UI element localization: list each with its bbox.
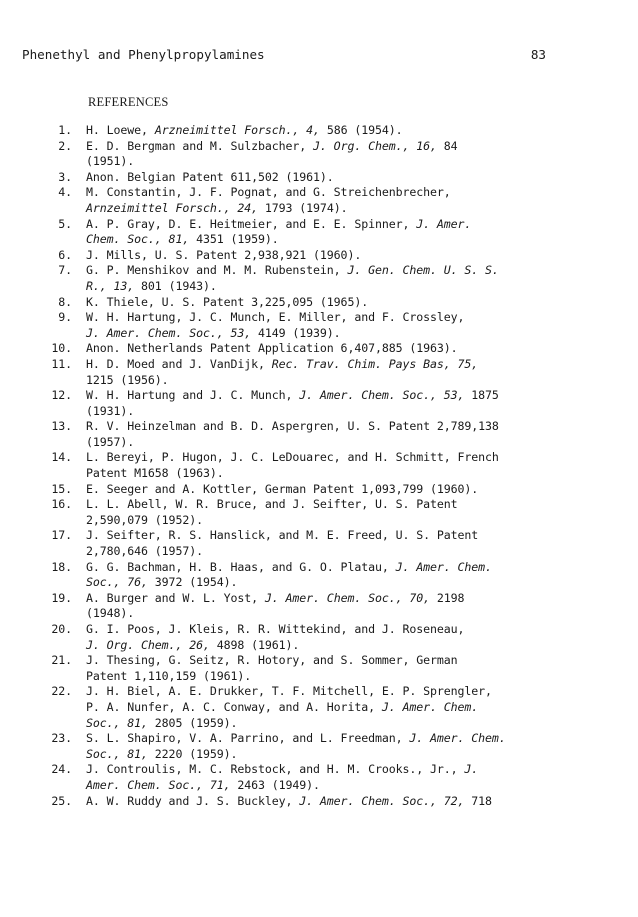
reference-line — [86, 528, 566, 544]
reference-line — [86, 544, 566, 560]
reference-number: 5. — [58, 216, 72, 231]
citation-italic: J. — [464, 762, 479, 777]
citation-segment: 4149 (1939). — [251, 325, 341, 340]
citation-segment: A. P. Gray, D. E. Heitmeier, and E. E. Spinner, — [86, 216, 417, 231]
citation-segment: 3972 (1954). — [147, 575, 238, 590]
citation-segment: 586 (1954). — [319, 123, 403, 137]
citation-segment: G. I. Poos, J. Kleis, R. R. Wittekind, and J. Roseneau, — [86, 622, 465, 636]
reference-text — [86, 217, 566, 248]
reference-text — [86, 139, 566, 170]
reference-item — [0, 450, 566, 481]
reference-item — [0, 185, 566, 216]
page-number: 83 — [530, 47, 546, 62]
reference-line — [86, 450, 566, 466]
reference-number: 17. — [51, 528, 72, 543]
reference-line — [86, 622, 566, 638]
citation-segment: 4898 (1961). — [209, 637, 300, 652]
reference-line — [86, 731, 566, 747]
reference-item — [0, 295, 566, 311]
reference-item — [0, 482, 566, 498]
reference-number: 23. — [51, 731, 72, 746]
reference-number: 20. — [51, 622, 72, 636]
citation-segment: 2198 — [430, 590, 465, 605]
reference-number: 21. — [51, 653, 72, 668]
reference-line — [86, 154, 566, 170]
reference-number: 1. — [58, 123, 72, 137]
citation-segment: 84 — [436, 138, 458, 153]
citation-segment: E. D. Bergman and M. Sulzbacher, — [86, 138, 314, 153]
citation-segment: G. P. Menshikov and M. M. Rubenstein, — [86, 263, 348, 278]
citation-segment: E. Seeger and A. Kottler, German Patent 1,093,799 (1960). — [86, 481, 479, 496]
reference-line — [86, 653, 566, 669]
citation-segment: J. Seifter, R. S. Hanslick, and M. E. Freed, U. S. Patent — [86, 528, 479, 543]
reference-text — [86, 248, 566, 264]
citation-segment: K. Thiele, U. S. Patent 3,225,095 (1965). — [86, 294, 369, 309]
reference-text — [86, 684, 566, 731]
reference-line — [86, 388, 566, 404]
citation-italic: J. Amer. Chem. — [381, 699, 479, 714]
running-title: Phenethyl and Phenylpropylamines — [22, 47, 265, 62]
reference-item — [0, 263, 566, 294]
reference-line — [86, 248, 566, 264]
citation-segment: S. L. Shapiro, V. A. Parrino, and L. Freedman, — [86, 731, 410, 746]
citation-segment: Anon. Netherlands Patent Application 6,407,885 (1963). — [86, 341, 458, 356]
reference-text — [86, 497, 566, 528]
reference-number: 10. — [51, 341, 72, 356]
reference-line — [86, 560, 566, 576]
citation-segment: W. H. Hartung, J. C. Munch, E. Miller, and F. Crossley, — [86, 310, 465, 325]
reference-text — [86, 762, 566, 793]
reference-line — [86, 201, 566, 217]
citation-segment: (1931). — [86, 403, 135, 418]
citation-segment: J. Thesing, G. Seitz, R. Hotory, and S. Sommer, German — [86, 653, 458, 668]
citation-segment: 1875 — [464, 388, 499, 403]
citation-italic: J. Amer. Chem. — [409, 731, 506, 746]
reference-list — [0, 123, 566, 809]
reference-item — [0, 357, 566, 388]
reference-line — [86, 606, 566, 622]
reference-line — [86, 482, 566, 498]
reference-item — [0, 497, 566, 528]
citation-italic: J. Amer. Chem. Soc., 72, — [299, 793, 465, 808]
reference-number: 2. — [58, 138, 72, 153]
reference-text — [86, 591, 566, 622]
reference-number: 22. — [51, 684, 72, 699]
reference-line — [86, 232, 566, 248]
reference-number: 9. — [58, 310, 72, 325]
citation-segment: L. L. Abell, W. R. Bruce, and J. Seifter, U. S. Patent — [86, 497, 458, 512]
reference-number: 19. — [51, 590, 72, 605]
citation-segment: 2,590,079 (1952). — [86, 512, 203, 527]
reference-text — [86, 263, 566, 294]
citation-italic: R., 13, — [86, 278, 135, 293]
reference-text — [86, 185, 566, 216]
reference-number: 18. — [51, 559, 72, 574]
reference-line — [86, 357, 566, 373]
reference-line — [86, 326, 566, 342]
reference-line — [86, 700, 566, 716]
reference-text — [86, 357, 566, 388]
citation-segment: 2220 (1959). — [147, 746, 238, 761]
reference-line — [86, 185, 566, 201]
reference-number: 6. — [58, 247, 72, 262]
citation-segment: L. Bereyi, P. Hugon, J. C. LeDouarec, and H. Schmitt, French — [86, 450, 499, 465]
reference-number: 16. — [51, 497, 72, 512]
citation-italic: Rec. Trav. Chim. Pays Bas, 75, — [271, 356, 479, 371]
reference-item — [0, 622, 566, 653]
citation-segment: (1951). — [86, 154, 135, 169]
reference-item — [0, 684, 566, 731]
reference-line — [86, 295, 566, 311]
citation-segment: A. Burger and W. L. Yost, — [86, 590, 265, 605]
reference-number: 14. — [51, 450, 72, 465]
citation-italic: Arnzeimittel Forsch., 24, — [86, 200, 259, 215]
reference-line — [86, 139, 566, 155]
citation-italic: J. Amer. — [416, 216, 472, 231]
citation-segment: H. Loewe, — [86, 123, 155, 137]
reference-line — [86, 310, 566, 326]
reference-item — [0, 419, 566, 450]
citation-segment: P. A. Nunfer, A. C. Conway, and A. Horita, — [86, 699, 382, 714]
reference-number: 3. — [58, 169, 72, 184]
reference-line — [86, 669, 566, 685]
citation-italic: Amer. Chem. Soc., 71, — [86, 777, 231, 792]
citation-italic: Soc., 81, — [86, 746, 148, 761]
citation-italic: Chem. Soc., 81, — [86, 232, 190, 247]
reference-number: 12. — [51, 388, 72, 403]
reference-text — [86, 450, 566, 481]
reference-text — [86, 622, 566, 653]
reference-line — [86, 638, 566, 654]
reference-line — [86, 263, 566, 279]
reference-item — [0, 217, 566, 248]
reference-line — [86, 778, 566, 794]
reference-number: 15. — [51, 481, 72, 496]
reference-text — [86, 310, 566, 341]
reference-number: 4. — [58, 185, 72, 200]
reference-line — [86, 513, 566, 529]
citation-segment: 4351 (1959). — [189, 232, 279, 247]
reference-item — [0, 731, 566, 762]
citation-segment: 2,780,646 (1957). — [86, 544, 203, 559]
citation-italic: J. Amer. Chem. Soc., 53, — [299, 388, 465, 403]
reference-item — [0, 139, 566, 170]
citation-segment: 2805 (1959). — [147, 715, 238, 730]
reference-number: 11. — [51, 356, 72, 371]
citation-segment: M. Constantin, J. F. Pognat, and G. Streichenbrecher, — [86, 185, 451, 200]
reference-number: 24. — [51, 762, 72, 777]
citation-italic: Soc., 76, — [86, 575, 148, 590]
citation-italic: J. Gen. Chem. U. S. S. — [347, 263, 499, 278]
citation-segment: G. G. Bachman, H. B. Haas, and G. O. Platau, — [86, 559, 396, 574]
reference-item — [0, 653, 566, 684]
reference-line — [86, 373, 566, 389]
reference-line — [86, 762, 566, 778]
citation-segment: H. D. Moed and J. VanDijk, — [86, 356, 272, 371]
citation-segment: 1793 (1974). — [258, 200, 348, 215]
reference-item — [0, 388, 566, 419]
running-header — [22, 47, 546, 63]
reference-item — [0, 123, 566, 139]
citation-segment: Patent M1658 (1963). — [86, 466, 224, 481]
reference-text — [86, 341, 566, 357]
citation-segment: J. Controulis, M. C. Rebstock, and H. M. Crooks., Jr., — [86, 762, 465, 777]
citation-segment: Patent 1,110,159 (1961). — [86, 668, 252, 683]
citation-segment: A. W. Ruddy and J. S. Buckley, — [86, 793, 300, 808]
reference-line — [86, 684, 566, 700]
reference-line — [86, 170, 566, 186]
reference-text — [86, 528, 566, 559]
reference-text — [86, 388, 566, 419]
reference-text — [86, 731, 566, 762]
reference-text — [86, 794, 566, 810]
reference-text — [86, 419, 566, 450]
citation-segment: R. V. Heinzelman and B. D. Aspergren, U. S. Patent 2,789,138 — [86, 419, 499, 434]
citation-italic: J. Amer. Chem. Soc., 70, — [264, 590, 431, 605]
reference-line — [86, 123, 566, 139]
reference-line — [86, 497, 566, 513]
reference-line — [86, 466, 566, 482]
reference-line — [86, 279, 566, 295]
reference-item — [0, 591, 566, 622]
reference-item — [0, 794, 566, 810]
reference-text — [86, 170, 566, 186]
reference-number: 7. — [58, 263, 72, 278]
citation-segment: (1948). — [86, 606, 135, 621]
citation-italic: J. Org. Chem., 26, — [86, 637, 210, 652]
references-heading: REFERENCES — [88, 95, 169, 109]
citation-segment: Anon. Belgian Patent 611,502 (1961). — [86, 169, 334, 184]
reference-line — [86, 341, 566, 357]
reference-item — [0, 248, 566, 264]
reference-text — [86, 123, 566, 139]
reference-item — [0, 170, 566, 186]
reference-number: 8. — [58, 294, 72, 309]
citation-segment: 1215 (1956). — [86, 372, 169, 387]
reference-line — [86, 435, 566, 451]
citation-segment: (1957). — [86, 434, 135, 449]
citation-segment: W. H. Hartung and J. C. Munch, — [86, 388, 300, 403]
citation-italic: Arzneimittel Forsch., 4, — [154, 123, 320, 137]
reference-line — [86, 747, 566, 763]
citation-italic: J. Amer. Chem. Soc., 53, — [86, 325, 252, 340]
reference-text — [86, 653, 566, 684]
citation-segment: 801 (1943). — [134, 278, 217, 293]
citation-segment: 718 — [464, 793, 492, 808]
reference-item — [0, 310, 566, 341]
reference-line — [86, 794, 566, 810]
reference-line — [86, 404, 566, 420]
reference-line — [86, 591, 566, 607]
reference-line — [86, 716, 566, 732]
citation-segment: J. Mills, U. S. Patent 2,938,921 (1960). — [86, 247, 362, 262]
reference-item — [0, 762, 566, 793]
reference-line — [86, 217, 566, 233]
reference-text — [86, 295, 566, 311]
reference-item — [0, 560, 566, 591]
reference-number: 25. — [51, 793, 72, 808]
citation-segment: 2463 (1949). — [230, 777, 320, 792]
reference-line — [86, 419, 566, 435]
reference-item — [0, 341, 566, 357]
citation-italic: J. Org. Chem., 16, — [313, 138, 437, 153]
citation-segment: J. H. Biel, A. E. Drukker, T. F. Mitchell, E. P. Sprengler, — [86, 684, 492, 699]
citation-italic: Soc., 81, — [86, 715, 148, 730]
citation-italic: J. Amer. Chem. — [395, 559, 492, 574]
reference-line — [86, 575, 566, 591]
reference-number: 13. — [51, 419, 72, 434]
reference-text — [86, 560, 566, 591]
reference-item — [0, 528, 566, 559]
reference-text — [86, 482, 566, 498]
